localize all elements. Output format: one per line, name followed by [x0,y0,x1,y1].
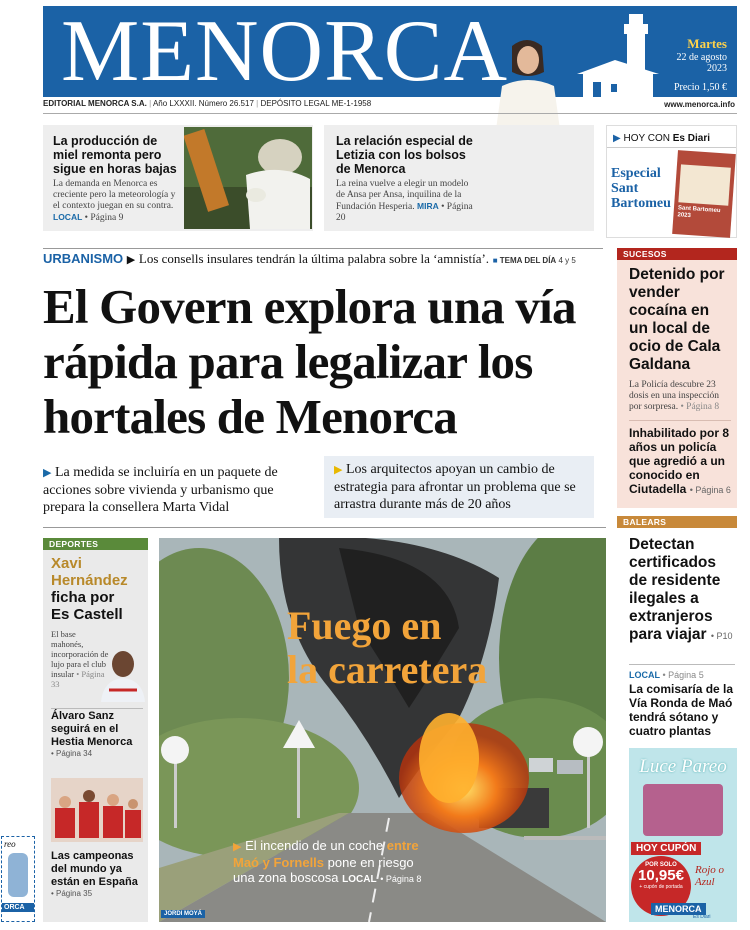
ad-banner: HOY CUPÓN [631,842,701,855]
diari-title-1: Especial [611,166,661,181]
pareo-ad[interactable] [629,748,737,922]
caption-tag: LOCAL [342,874,377,885]
diari-prefix: HOY CON [623,133,670,144]
photo-credit: JORDI MOYÁ [161,910,205,918]
ad-color: Rojo o Azul [695,864,725,888]
ad-por-solo: POR SOLO [645,862,677,868]
ad-note: + cupón de portada [639,884,683,890]
deportes-column [43,538,148,922]
deportes-item-2[interactable] [51,710,146,758]
photo-caption: ▶ El incendio de un coche entre Maó y Fornells pone en riesgo una zona boscosa LOCAL • Página 8 [233,838,422,885]
website-link[interactable]: www.menorca.info [664,100,735,109]
price: Precio 1,50 € [673,82,727,93]
info-bar: EDITORIAL MENORCA S.A. | Año LXXXII. Número 26.517 | DEPÓSITO LEGAL ME-1-1958 www.menorca.info [43,99,737,114]
sucesos-box[interactable] [617,248,737,508]
local-news[interactable] [629,670,737,738]
deportes-head-3: ficha por [51,589,115,606]
deportes-name-2: Hernández [51,572,128,589]
deportes-item-3-title: Las campeonas del mundo ya están en España [51,850,138,888]
date-line-1: 22 de agosto [676,52,727,63]
date-line-2: 2023 [707,63,727,74]
masthead [43,6,737,97]
ad-price: 10,95€ [638,867,684,884]
kicker-ref: TEMA DEL DÍA [499,256,557,265]
baleares-section: BALEARS [617,516,737,528]
lead-bullet-2-text: Los arquitectos apoyan un cambio de estrategia para afrontar un problema que se arrastra durante más de 20 años [334,462,576,512]
deportes-head-4: Es Castell [51,606,123,623]
photo-headline [287,604,487,692]
deportes-item-3-page: • Página 35 [51,889,93,898]
edge-top-text: reo [4,839,16,849]
teaser-honey-tag: LOCAL [53,212,83,222]
newspaper-logo[interactable]: MENORCA [61,6,509,97]
caption-pre: El incendio de un coche [245,838,384,853]
sucesos-text: La Policía descubre 23 dosis en una inspección por sorpresa. [629,380,719,412]
deportes-item-3[interactable] [51,850,146,898]
caption-post: pone en riesgo una zona boscosa [233,855,414,885]
sucesos-title-2: Inhabilitado por 8 años un policía que agredió a un conocido en Ciutadella [629,426,730,496]
baleares-divider [629,664,735,665]
diari-cover-text: Sant Bartomeu 2023 [677,205,721,220]
local-tag: LOCAL [629,670,660,680]
player-photo [99,646,147,702]
weekday: Martes [687,36,727,51]
lighthouse-illustration [563,12,683,97]
diari-brand: Es Diari [672,133,711,144]
beekeeper-photo [184,127,312,229]
teaser-letizia-title: La relación especial de Letizia con los bolsos de Menorca [336,134,473,176]
sucesos-page-2: • Página 6 [689,485,731,495]
teaser-letizia-tag: MIRA [417,201,439,211]
teaser-letizia[interactable] [324,125,594,231]
sucesos-title: Detenido por vender cocaína en un local de ocio de Cala Galdana [629,266,725,373]
lead-bullet-1: ▶ La medida se incluiría en un paquete de acciones sobre vivienda y urbanismo que prepara la consellera Marta Vidal [43,465,278,515]
kicker-section: URBANISMO [43,251,124,266]
photo-title-2: la carretera [287,647,488,692]
deportes-item-2-page: • Página 34 [51,749,93,758]
team-photo [51,778,143,842]
edge-bottom-text: ORCA [2,903,34,912]
legal-deposit: DEPÓSITO LEGAL ME-1-1958 [260,99,372,108]
teaser-es-diari[interactable]: ▶ HOY CON Es Diari Especial Sant Bartomeu Sant Bartomeu 2023 [606,125,737,238]
edge-promo[interactable] [1,836,35,922]
teaser-honey[interactable] [43,125,313,231]
teaser-letizia-page: • Página 20 [336,202,473,223]
teaser-honey-title: La producción de miel remonta pero sigue en horas bajas [53,134,177,176]
photo-title-1: Fuego en [287,603,442,648]
sucesos-section: SUCESOS [617,248,737,260]
diari-title-2: Sant [611,181,639,196]
teaser-honey-text: La demanda en Menorca es creciente pero la meteorología y el contexto juegan en su contra. [53,179,176,211]
local-title: La comisaría de la Vía Ronda de Maó tendrá sótano y cuatro plantas [629,682,734,738]
deportes-name-1: Xavi [51,555,82,572]
lead-bullet-2: ▶ Los arquitectos apoyan un cambio de estrategia para afrontar un problema que se arrastra durante más de 20 años [324,456,594,518]
local-page: • Página 5 [662,670,704,680]
ad-title: Luce Pareo [639,756,727,777]
lead-divider [43,527,606,528]
deportes-text: El base mahonés, incorporación de lujo para el club insular [51,629,109,679]
edge-scarf [8,853,28,897]
deportes-divider-1 [51,708,143,709]
baleares-box[interactable] [617,516,737,666]
kicker-pages: 4 y 5 [558,256,576,265]
deportes-page: • Página 33 [51,669,105,689]
baleares-page: • P10 [710,631,733,641]
pareo-fabric [643,784,723,836]
editorial: EDITORIAL MENORCA S.A. [43,99,147,108]
issue-number: Año LXXXII. Número 26.517 [152,99,254,108]
ad-brand: MENORCA [651,903,706,915]
caption-highlight: entre Maó y Fornells [233,838,419,870]
lead-kicker[interactable]: URBANISMO ▶ Los consells insulares tendrán la última palabra sobre la ‘amnistía’. ■ TEMA DEL DÍA 4 y 5 [43,248,603,268]
diari-cover-image [672,150,736,238]
diari-title-3: Bartomeu [611,196,671,211]
sucesos-page: • Página 8 [680,402,720,412]
ad-brand-sub: Es Diari [693,914,711,920]
deportes-item-2-title: Álvaro Sanz seguirá en el Hestia Menorca [51,710,133,748]
fire-photo[interactable] [159,538,606,922]
deportes-section: DEPORTES [43,538,148,550]
caption-page: • Página 8 [380,874,422,884]
lead-headline[interactable]: El Govern explora una vía rápida para legalizar los hortales de Menorca [43,279,576,444]
date-block [674,36,727,93]
baleares-title: Detectan certificados de residente ilegales a extranjeros para viajar [629,536,721,643]
kicker-text: Los consells insulares tendrán la última palabra sobre la ‘amnistía’. [138,251,490,266]
teaser-letizia-text: La reina vuelve a elegir un modelo de Ansa per Ansa, inquilina de la Fundación Hesperia. [336,179,469,212]
lead-bullet-1-text: La medida se incluiría en un paquete de acciones sobre vivienda y urbanismo que prepara la consellera Marta Vidal [43,465,278,515]
teaser-honey-page: • Página 9 [84,213,124,223]
